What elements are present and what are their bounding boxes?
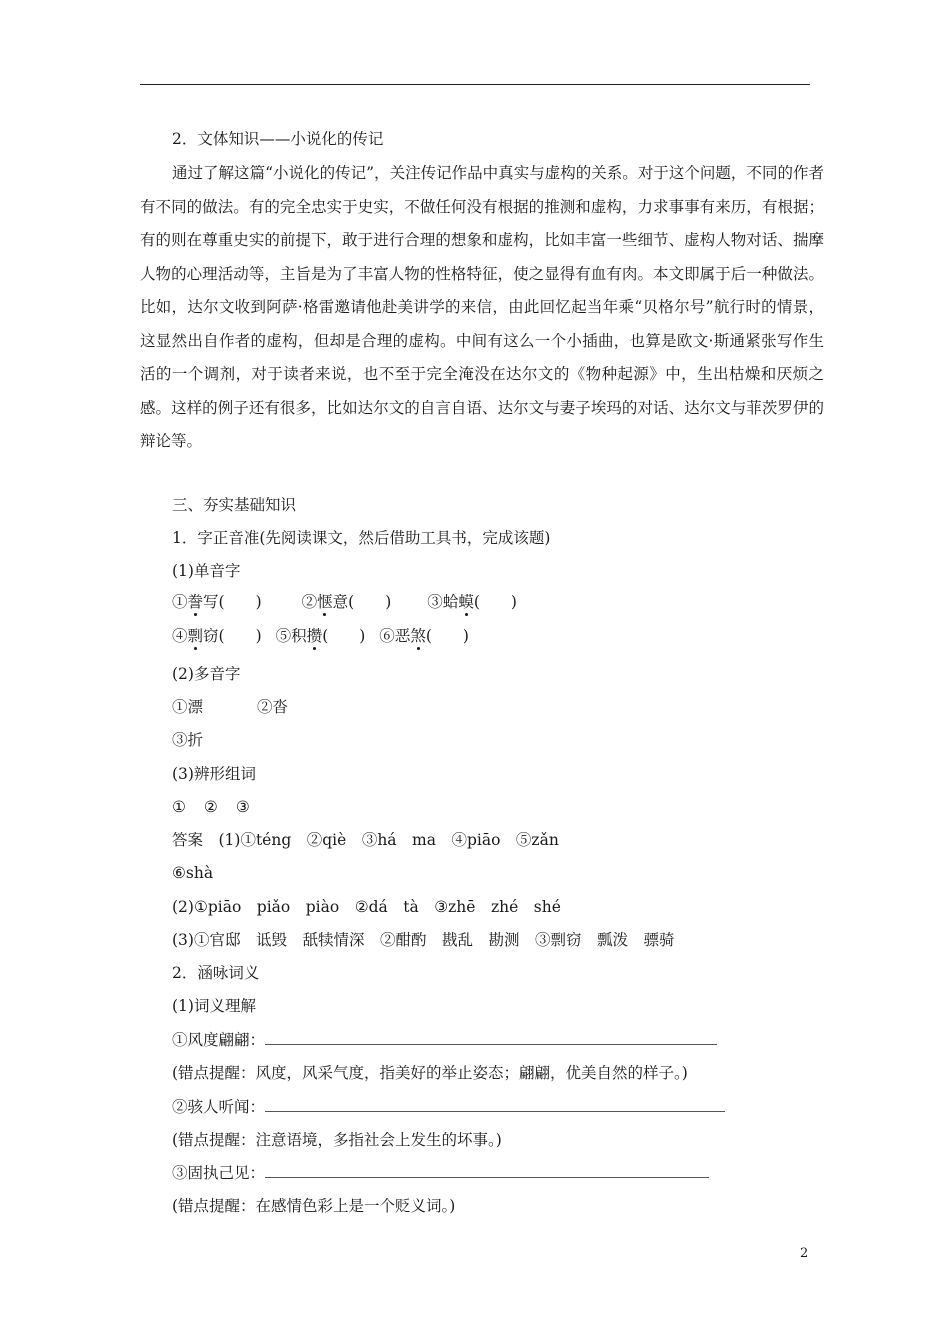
vocab-item xyxy=(172,1162,862,1184)
item-number: ① xyxy=(172,593,188,611)
answer-line: ⑥shà xyxy=(172,864,214,882)
answer-blank[interactable] xyxy=(265,1030,717,1045)
shape-row: ① ② ③ xyxy=(172,798,250,816)
vocab-label: ②骇人听闻： xyxy=(172,1098,266,1116)
section-heading: 三、夯实基础知识 xyxy=(172,496,297,514)
item-number: ④ xyxy=(172,627,188,645)
dotted-char: 惬 xyxy=(317,593,333,611)
sub-heading: (1)单音字 xyxy=(172,562,241,580)
vocab-item xyxy=(172,1096,862,1118)
dotted-char: 煞 xyxy=(410,627,426,645)
question-title: 1．字正音准(先阅读课文，然后借助工具书，完成该题) xyxy=(172,529,551,547)
sub-heading: (3)辨形组词 xyxy=(172,765,256,783)
body-paragraph: 通过了解这篇“小说化的传记”，关注传记作品中真实与虚构的关系。对于这个问题，不同的作者有不同的做法。有的完全忠实于史实，不做任何没有根据的推测和虚构，力求事事有来历，有根据；有的则在尊重史实的前提下，敢于进行合理的想象和虚构，比如丰富一些细节、虚构人物对话、揣摩人物的心理活动等，主旨是为了丰富人物的性格特征，使之显得有血有肉。本文即属于后一种做法。比如，达尔文收到阿萨·格雷邀请他赴美讲学的来信，由此回忆起当年乘“贝格尔号”航行时的情景，这显然出自作者的虚构，但却是合理的虚构。中间有这么一个小插曲，也算是欧文·斯通紧张写作生活的一个调剂，对于读者来说，也不至于完全淹没在达尔文的《物种起源》中，生出枯燥和厌烦之感。这样的例子还有很多，比如达尔文的自言自语、达尔文与妻子埃玛的对话、达尔文与菲茨罗伊的辩论等。 xyxy=(140,164,824,450)
hint-note: (错点提醒：在感情色彩上是一个贬义词。) xyxy=(172,1197,456,1215)
section-heading: 2．文体知识——小说化的传记 xyxy=(172,130,384,148)
hint-note: (错点提醒：注意语境，多指社会上发生的坏事。) xyxy=(172,1131,502,1149)
sub-heading: (2)多音字 xyxy=(172,665,241,683)
page-number: 2 xyxy=(800,1246,809,1261)
polyphone-item: ③折 xyxy=(172,731,204,749)
vocab-item xyxy=(172,1029,862,1051)
dotted-char: 攒 xyxy=(306,627,323,645)
dotted-char: 剽 xyxy=(187,627,204,645)
answer-line: (2)①piāo piǎo piào ②dá tà ③zhē zhé shé xyxy=(172,898,561,916)
answer-blank[interactable] xyxy=(265,1097,725,1112)
answer-line: (3)①官邸 诋毁 舐犊情深 ②酣酌 戡乱 勘测 ③剽窃 瓢泼 骠骑 xyxy=(172,931,675,949)
sub-heading: (1)词义理解 xyxy=(172,997,256,1015)
question-title: 2．涵咏词义 xyxy=(172,964,260,982)
polyphone-item: ②沓 xyxy=(257,698,289,716)
answer-line: 答案 (1)①téng ②qiè ③há ma ④piāo ⑤zǎn xyxy=(172,831,559,849)
answer-blank[interactable] xyxy=(265,1163,709,1178)
pronunciation-row: ①誊写( ) ②惬意( ) ③蛤蟆( ) xyxy=(172,593,517,611)
pronunciation-row: ④剽窃( ) ⑤积攒( ) ⑥恶煞( ) xyxy=(172,627,469,645)
item-number: ⑤ xyxy=(275,627,292,645)
vocab-label: ①风度翩翩： xyxy=(172,1031,266,1049)
dotted-char: 蟆 xyxy=(458,593,474,611)
item-number: ⑥ xyxy=(379,627,395,645)
header-rule xyxy=(140,84,810,85)
polyphone-row xyxy=(172,696,862,718)
vocab-label: ③固执己见： xyxy=(172,1164,266,1182)
dotted-char: 誊 xyxy=(187,593,204,611)
polyphone-item: ①漂 xyxy=(172,698,204,716)
item-number: ② xyxy=(301,593,318,611)
hint-note: (错点提醒：风度，风采气度，指美好的举止姿态；翩翩，优美自然的样子。) xyxy=(172,1064,688,1082)
item-number: ③ xyxy=(427,593,443,611)
